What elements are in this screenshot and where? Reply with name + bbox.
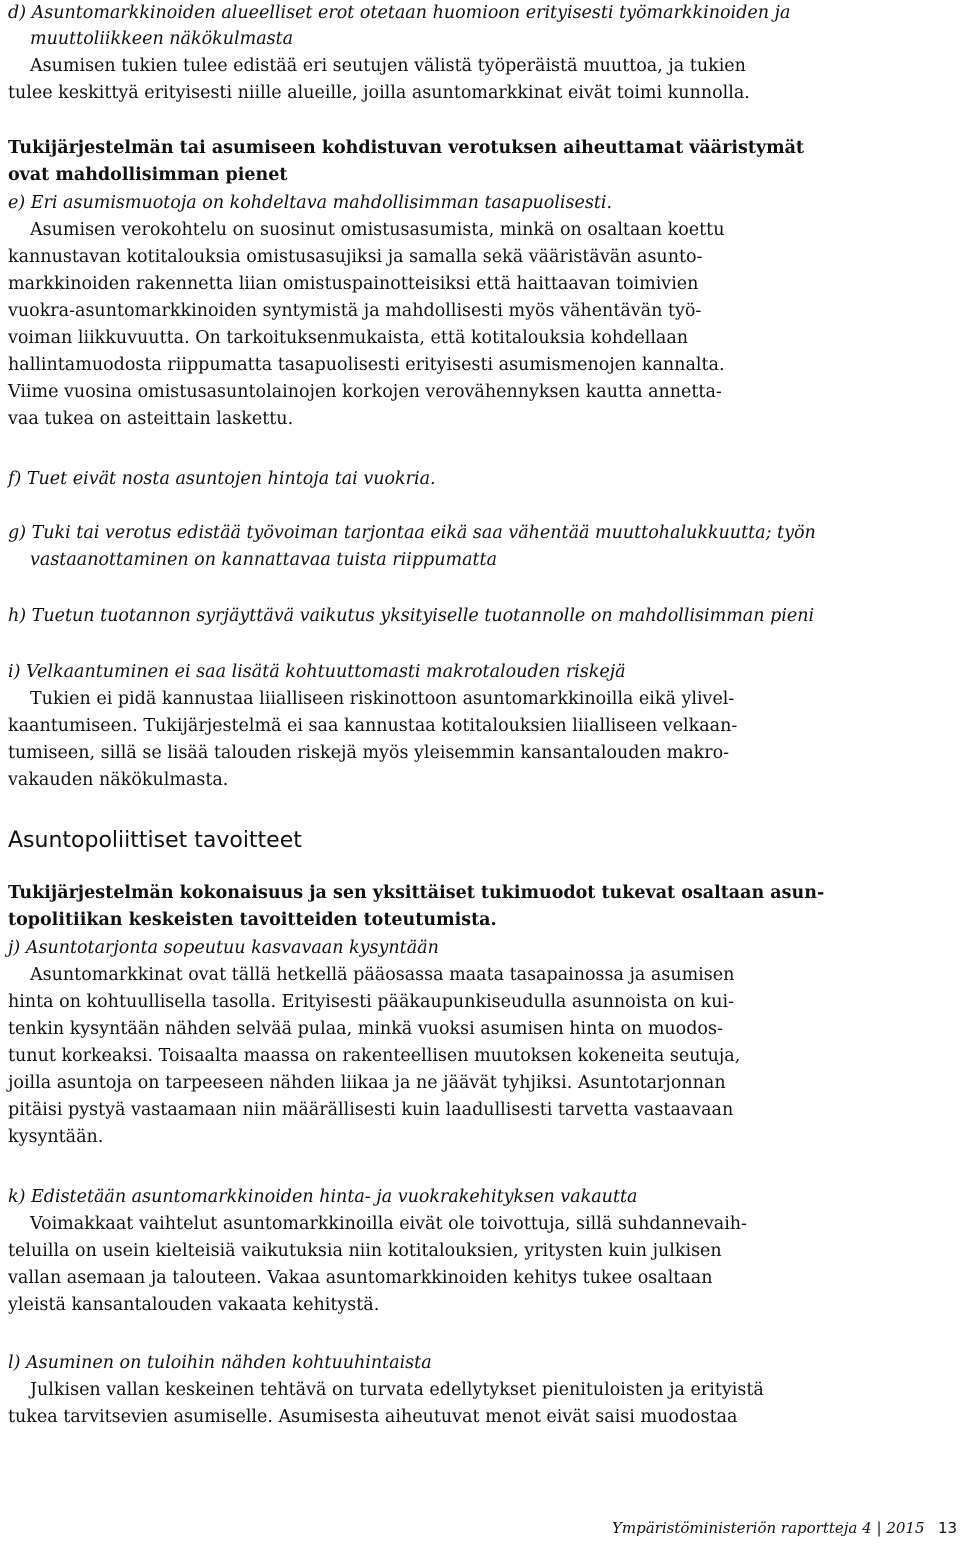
body-line: pitäisi pystyä vastaamaan niin määrällisesti kuin laadullisesti tarvetta vastaavaan (8, 1100, 734, 1120)
body-line: Voimakkaat vaihtelut asuntomarkkinoilla eivät ole toivottuja, sillä suhdannevaih- (30, 1214, 747, 1234)
item-k-heading: k) Edistetään asuntomarkkinoiden hinta- ja vuokrakehityksen vakautta (8, 1187, 638, 1207)
body-line: yleistä kansantalouden vakaata kehitystä. (8, 1295, 380, 1315)
section-subheading-cont: topolitiikan keskeisten tavoitteiden toteutumista. (8, 910, 497, 930)
body-line: tunut korkeaksi. Toisaalta maassa on rakenteellisen muutoksen kokeneita seutuja, (8, 1046, 741, 1066)
item-i-heading: i) Velkaantuminen ei saa lisätä kohtuuttomasti makrotalouden riskejä (8, 662, 626, 682)
section-heading: Asuntopoliittiset tavoitteet (8, 828, 302, 853)
body-line: Asumisen tukien tulee edistää eri seutujen välistä työperäistä muuttoa, ja tukien (30, 56, 746, 76)
body-line: hinta on kohtuullisella tasolla. Erityisesti pääkaupunkiseudulla asunnoista on kui- (8, 992, 735, 1012)
body-line: tenkin kysyntään nähden selvää pulaa, minkä vuoksi asumisen hinta on muodos- (8, 1019, 723, 1039)
body-line: voiman liikkuvuutta. On tarkoituksenmukaista, että kotitalouksia kohdellaan (8, 328, 689, 348)
item-j-heading: j) Asuntotarjonta sopeutuu kasvavaan kysyntään (8, 938, 439, 958)
item-d-heading-cont: muuttoliikkeen näkökulmasta (30, 29, 294, 49)
item-f-heading: f) Tuet eivät nosta asuntojen hintoja tai vuokria. (8, 469, 436, 489)
page-number: 13 (938, 1519, 958, 1537)
body-line: Asuntomarkkinat ovat tällä hetkellä pääosassa maata tasapainossa ja asumisen (30, 965, 735, 985)
body-line: tulee keskittyä erityisesti niille alueille, joilla asuntomarkkinat eivät toimi kunnolla. (8, 83, 750, 103)
body-line: Julkisen vallan keskeinen tehtävä on turvata edellytykset pienituloisten ja erityistä (30, 1380, 764, 1400)
section-subheading-cont: ovat mahdollisimman pienet (8, 165, 288, 185)
body-line: kysyntään. (8, 1127, 104, 1147)
body-line: vakauden näkökulmasta. (8, 770, 229, 790)
item-g-heading-cont: vastaanottaminen on kannattavaa tuista riippumatta (30, 550, 498, 570)
item-g-heading: g) Tuki tai verotus edistää työvoiman tarjontaa eikä saa vähentää muuttohalukkuutta; työn (8, 523, 816, 543)
footer-series: Ympäristöministeriön raportteja (612, 1519, 858, 1537)
item-e-heading: e) Eri asumismuotoja on kohdeltava mahdollisimman tasapuolisesti. (8, 193, 613, 213)
body-line: hallintamuodosta riippumatta tasapuolisesti erityisesti asumismenojen kannalta. (8, 355, 725, 375)
footer-year: 2015 (886, 1519, 925, 1537)
body-line: vaa tukea on asteittain laskettu. (8, 409, 294, 429)
body-line: tukea tarvitsevien asumiselle. Asumisesta aiheutuvat menot eivät saisi muodostaa (8, 1407, 738, 1427)
footer-number: 4 (862, 1519, 872, 1537)
footer-separator: | (876, 1519, 882, 1537)
body-line: markkinoiden rakennetta liian omistuspainotteisiksi että haittaavan toimivien (8, 274, 699, 294)
item-h-heading: h) Tuetun tuotannon syrjäyttävä vaikutus yksityiselle tuotannolle on mahdollisimman pieni (8, 606, 815, 626)
item-d-heading: d) Asuntomarkkinoiden alueelliset erot otetaan huomioon erityisesti työmarkkinoiden ja (8, 3, 791, 23)
body-line: joilla asuntoja on tarpeeseen nähden liikaa ja ne jäävät tyhjiksi. Asuntotarjonnan (8, 1073, 726, 1093)
body-line: teluilla on usein kielteisiä vaikutuksia niin kotitalouksien, yritysten kuin julkisen (8, 1241, 722, 1261)
section-subheading: Tukijärjestelmän kokonaisuus ja sen yksittäiset tukimuodot tukevat osaltaan asun- (8, 883, 825, 903)
body-line: tumiseen, sillä se lisää talouden riskejä myös yleisemmin kansantalouden makro- (8, 743, 730, 763)
body-line: Tukien ei pidä kannustaa liialliseen riskinottoon asuntomarkkinoilla eikä ylivel- (30, 689, 735, 709)
body-line: Viime vuosina omistusasuntolainojen korkojen verovähennyksen kautta annetta- (8, 382, 722, 402)
body-line: kannustavan kotitalouksia omistusasujiksi ja samalla sekä vääristävän asunto- (8, 247, 703, 267)
body-line: vallan asemaan ja talouteen. Vakaa asuntomarkkinoiden kehitys tukee osaltaan (8, 1268, 713, 1288)
body-line: kaantumiseen. Tukijärjestelmä ei saa kannustaa kotitalouksien liialliseen velkaan- (8, 716, 738, 736)
body-line: vuokra-asuntomarkkinoiden syntymistä ja mahdollisesti myös vähentävän työ- (8, 301, 702, 321)
body-line: Asumisen verokohtelu on suosinut omistusasumista, minkä on osaltaan koettu (30, 220, 725, 240)
page-footer (612, 1518, 925, 1538)
section-subheading: Tukijärjestelmän tai asumiseen kohdistuvan verotuksen aiheuttamat vääristymät (8, 138, 805, 158)
item-l-heading: l) Asuminen on tuloihin nähden kohtuuhintaista (8, 1353, 432, 1373)
